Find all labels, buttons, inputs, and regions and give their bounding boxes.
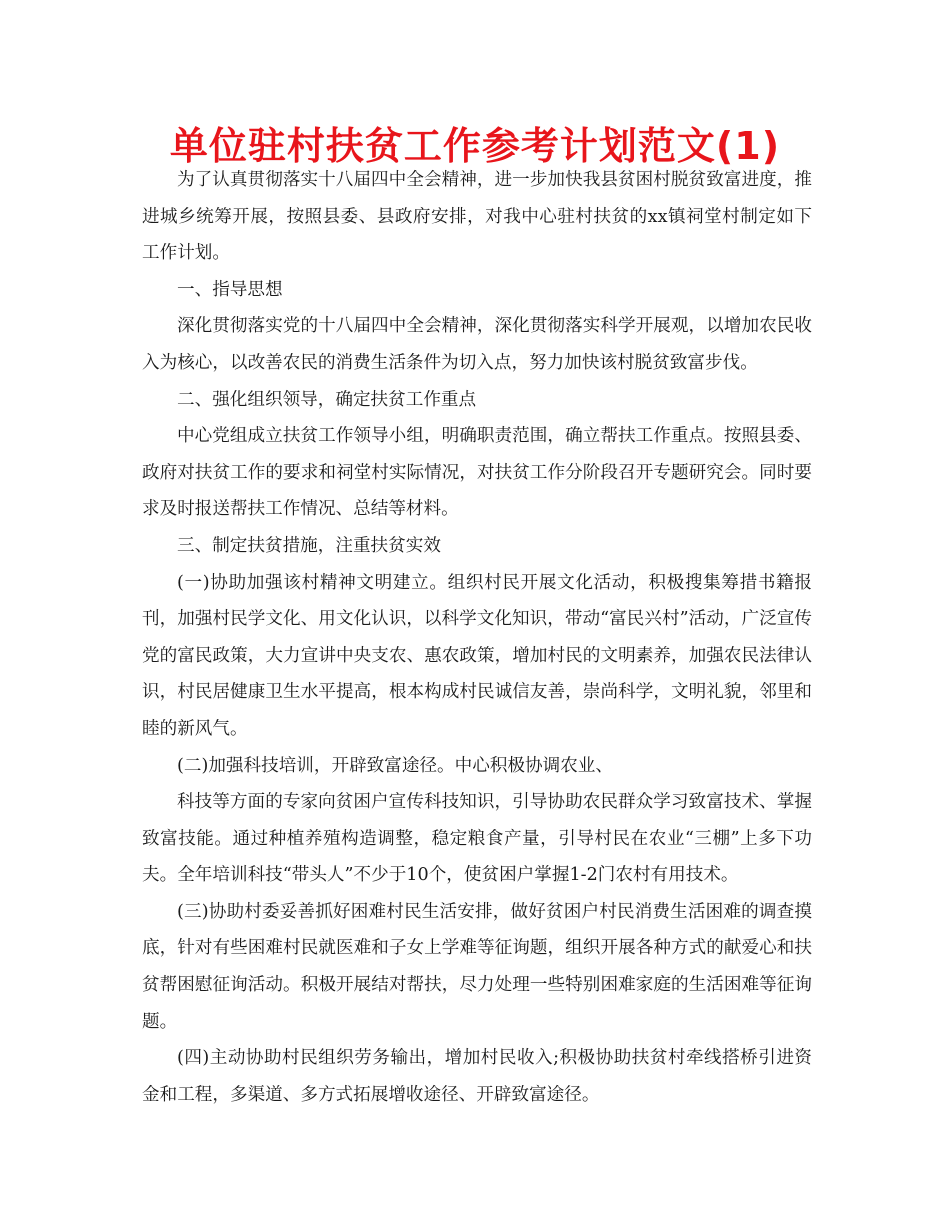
- document-body: [142, 162, 812, 1113]
- paragraph-measure-1: (一)协助加强该村精神文明建立。组织村民开展文化活动，积极搜集筹措书籍报刊，加强村民学文化、用文化认识，以科学文化知识，带动“富民兴村”活动，广泛宣传党的富民政策，大力宣讲中央支农、惠农政策，增加村民的文明素养，加强农民法律认识，村民居健康卫生水平提高，根本构成村民诚信友善，崇尚科学，文明礼貌，邻里和睦的新风气。: [142, 572, 812, 739]
- heading-measures: 三、制定扶贫措施，注重扶贫实效: [177, 535, 441, 556]
- document-title: 单位驻村扶贫工作参考计划范文(1): [169, 124, 781, 168]
- paragraph-measure-2-cont: 科技等方面的专家向贫困户宣传科技知识，引导协助农民群众学习致富技术、掌握致富技能。通过种植养殖构造调整，稳定粮食产量，引导村民在农业“三棚”上多下功夫。全年培训科技“带头人”不少于10个，使贫困户掌握1-2门农村有用技术。: [142, 792, 812, 886]
- paragraph-guiding-ideology: 深化贯彻落实党的十八届四中全会精神，深化贯彻落实科学开展观，以增加农民收入为核心，以改善农民的消费生活条件为切入点，努力加快该村脱贫致富步伐。: [142, 316, 812, 373]
- heading-guiding-ideology: 一、指导思想: [177, 279, 283, 300]
- paragraph-organization: 中心党组成立扶贫工作领导小组，明确职责范围，确立帮扶工作重点。按照县委、政府对扶贫工作的要求和祠堂村实际情况，对扶贫工作分阶段召开专题研究会。同时要求及时报送帮扶工作情况、总结等材料。: [142, 426, 812, 520]
- heading-organization: 二、强化组织领导，确定扶贫工作重点: [177, 389, 477, 410]
- paragraph-measure-3: (三)协助村委妥善抓好困难村民生活安排，做好贫困户村民消费生活困难的调查摸底，针对有些困难村民就医难和子女上学难等征询题，组织开展各种方式的献爱心和扶贫帮困慰征询活动。积极开展结对帮扶，尽力处理一些特别困难家庭的生活困难等征询题。: [142, 901, 812, 1032]
- paragraph-measure-2: (二)加强科技培训，开辟致富途径。中心积极协调农业、: [177, 755, 613, 776]
- paragraph-measure-4: (四)主动协助村民组织劳务输出，增加村民收入;积极协助扶贫村牵线搭桥引进资金和工程，多渠道、多方式拓展增收途径、开辟致富途径。: [142, 1048, 812, 1105]
- paragraph-intro: 为了认真贯彻落实十八届四中全会精神，进一步加快我县贫困村脱贫致富进度，推进城乡统筹开展，按照县委、县政府安排，对我中心驻村扶贫的xx镇祠堂村制定如下工作计划。: [142, 170, 812, 264]
